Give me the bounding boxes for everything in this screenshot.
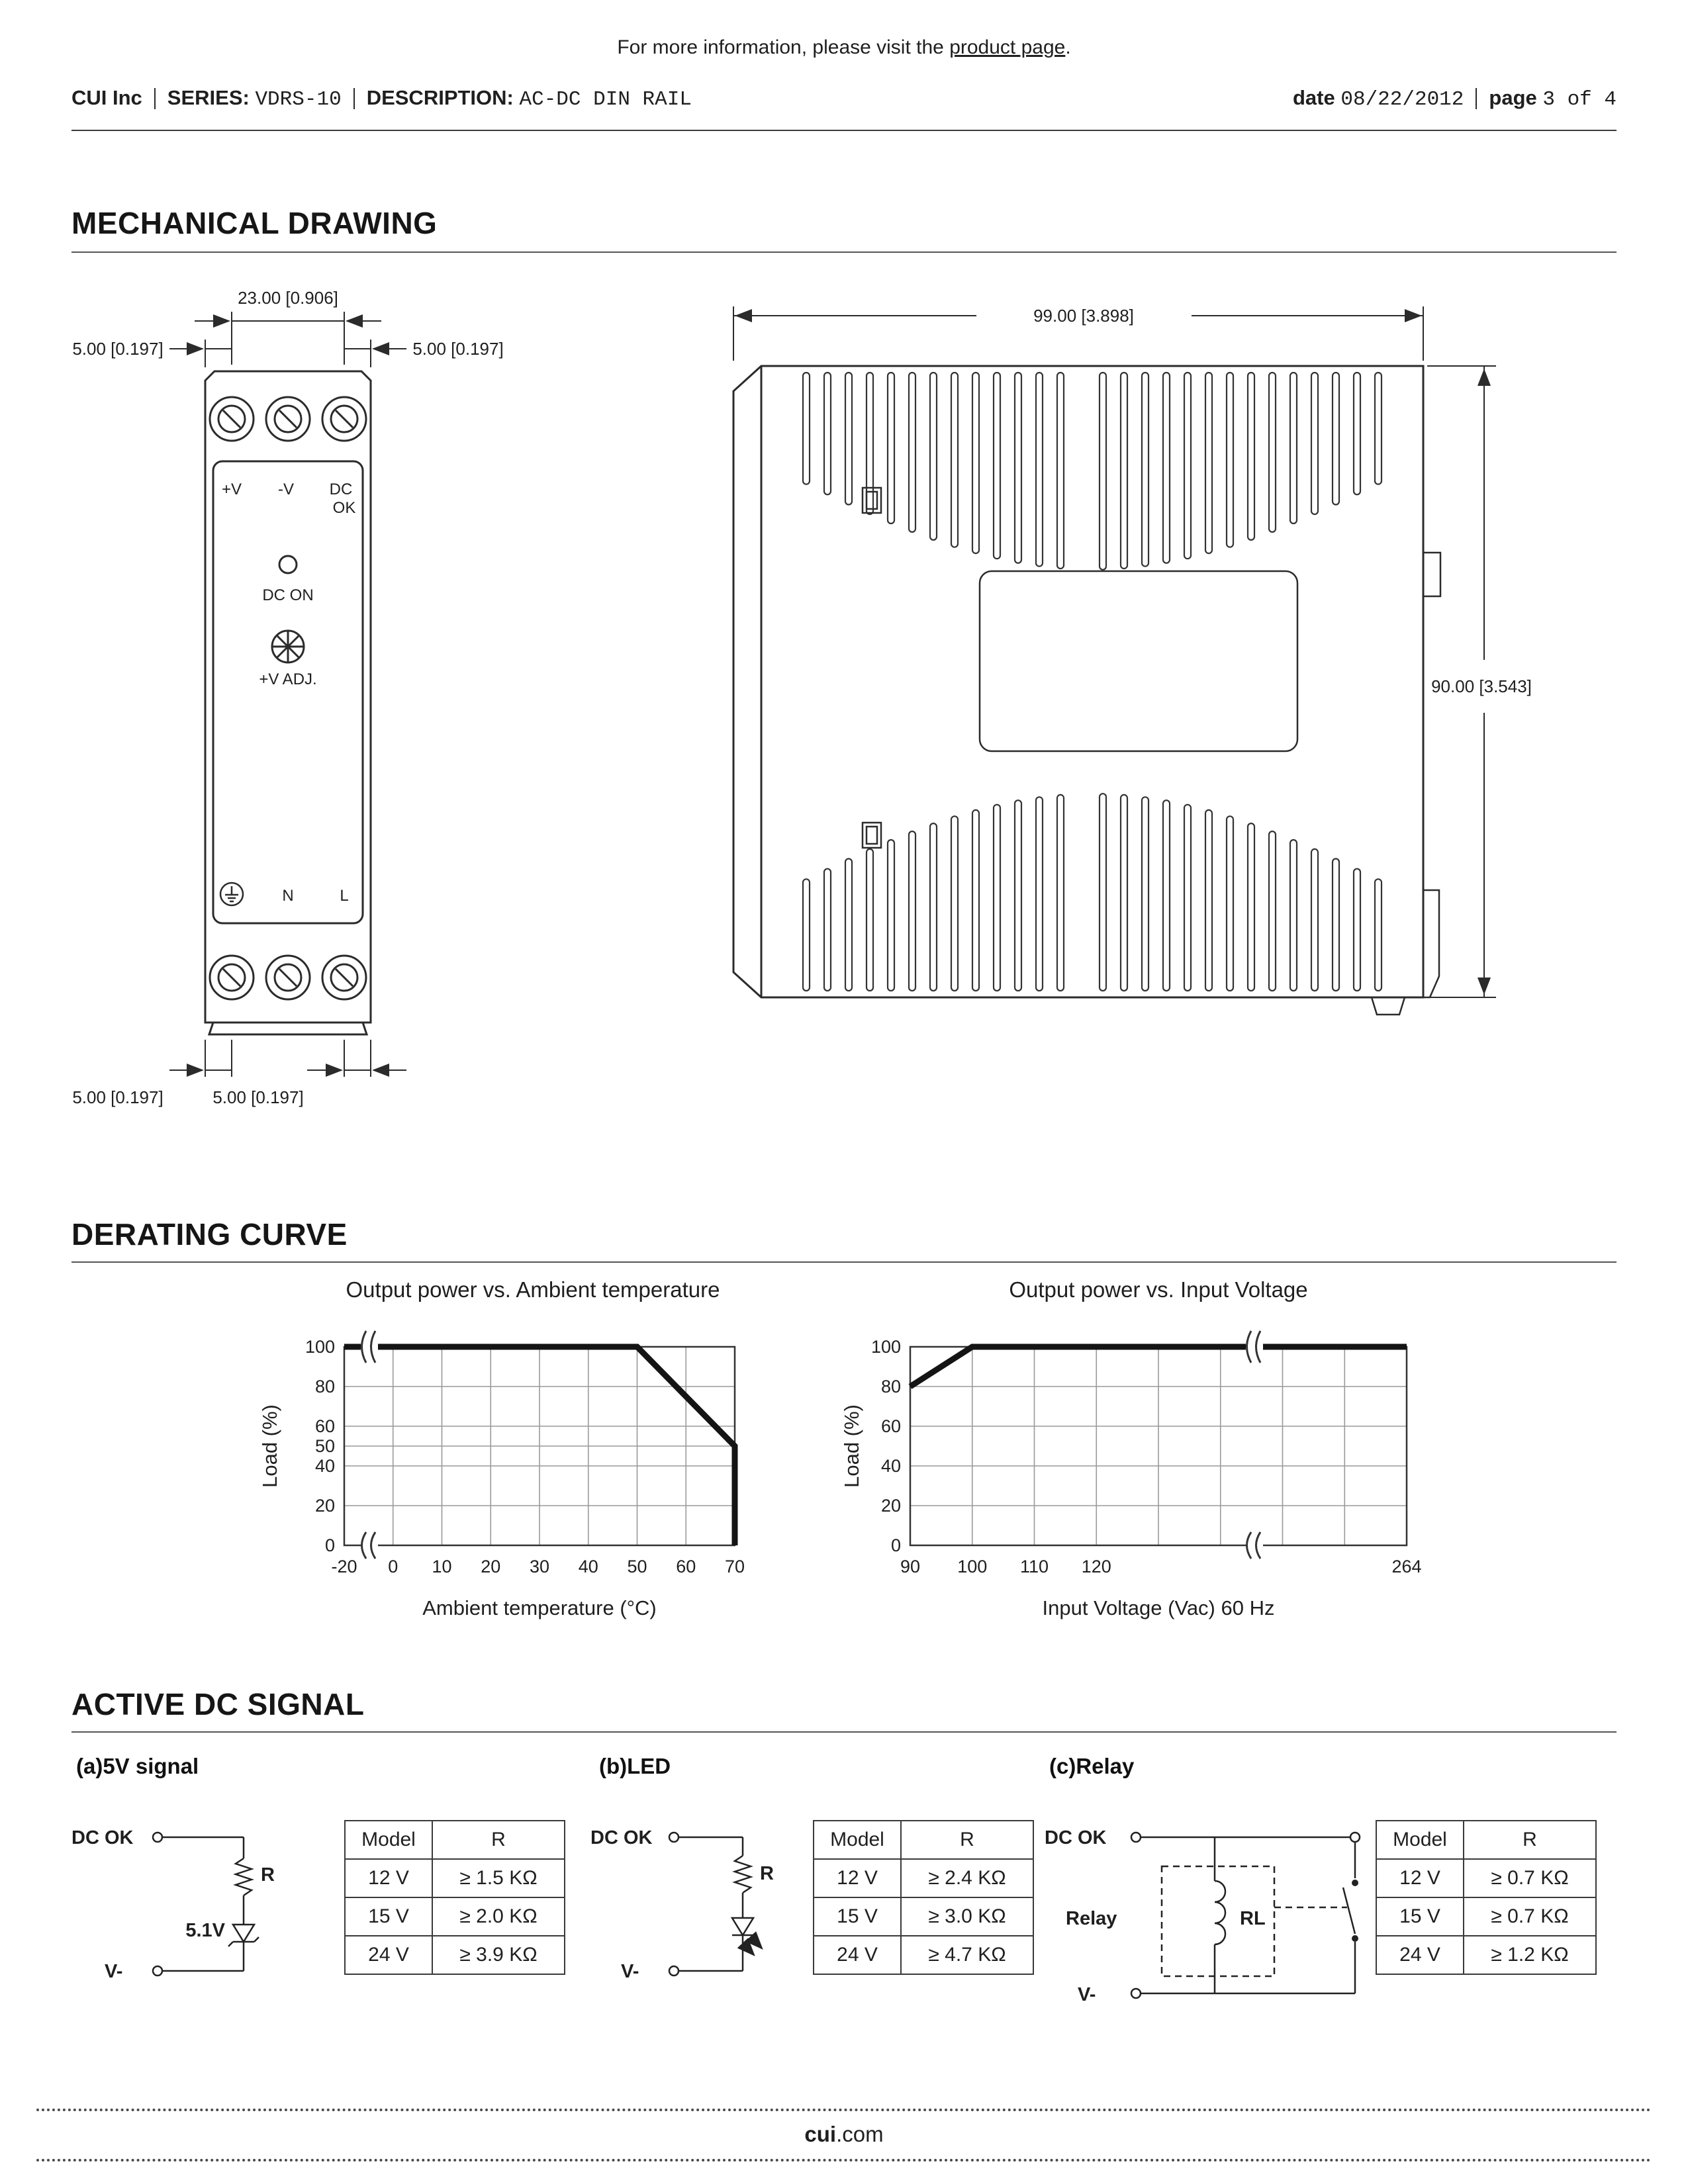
chart2-title: Output power vs. Input Voltage [1009,1277,1308,1302]
neutral-terminal-label: N [282,887,294,905]
x-tick-label: 70 [724,1557,745,1576]
page-label: page [1489,86,1537,109]
table-row [1376,1859,1596,1897]
r-cell: ≥ 2.0 KΩ [432,1897,565,1936]
chart1-x-axis-label: Ambient temperature (°C) [422,1596,657,1619]
r-header: R [432,1821,565,1859]
front-body-outline [205,371,371,1034]
5v-circuit-wiring [153,1833,259,1976]
x-tick-label: -20 [331,1557,357,1576]
switch-blade-icon [1343,1888,1355,1934]
top-note-text: For more information, please visit the [617,36,950,58]
dc-ok-label: DC OK [1045,1827,1107,1848]
y-tick-label: 60 [880,1416,901,1436]
y-tick-label: 0 [890,1535,901,1555]
front-bottom-terminals [210,956,366,999]
table-header-row [345,1821,565,1859]
v-minus-label: V- [621,1961,639,1982]
table-header-row [1376,1821,1596,1859]
x-tick-label: 10 [432,1557,452,1576]
section-title-mechanical: MECHANICAL DRAWING [71,206,438,240]
terminal-label-minus-v: -V [278,480,294,498]
signal-a-table [344,1820,565,1975]
chart1-axis-break-marks [361,1331,378,1559]
model-cell: 15 V [345,1897,432,1936]
circuit-led [589,1795,808,2023]
y-tick-label: 40 [314,1456,335,1476]
section-divider [71,251,1617,253]
signal-b-label: (b)LED [599,1754,671,1778]
dc-on-label: DC ON [262,586,314,604]
resistor-icon [735,1856,751,1893]
table-row [345,1897,565,1936]
chart1-y-axis-label: Load (%) [258,1404,281,1488]
series-value: VDRS-10 [255,88,342,111]
model-cell: 12 V [814,1859,901,1897]
description-value: AC-DC DIN RAIL [519,88,692,111]
footer-divider-bottom [36,2159,1652,2161]
y-tick-label: 20 [880,1496,901,1516]
chart2-gridlines [910,1347,1407,1545]
separator [154,88,156,109]
side-body-outline [733,366,1423,997]
table-header-row [814,1821,1033,1859]
front-bottom-dimension-lines [169,1040,406,1077]
table-row [814,1936,1033,1974]
r-cell: ≥ 4.7 KΩ [901,1936,1033,1974]
relay-label: Relay [1066,1908,1117,1929]
section-title-active-dc: ACTIVE DC SIGNAL [71,1687,365,1721]
separator [1476,88,1477,109]
product-page-link[interactable]: product page [949,36,1066,58]
header-right [1293,85,1617,113]
signal-c-table [1376,1820,1597,1975]
mechanical-front-view [40,268,530,1122]
table-row [1376,1936,1596,1974]
date-value: 08/22/2012 [1340,88,1464,111]
side-height-dimension: 90.00 [3.543] [1431,676,1532,696]
footer-logo [0,2122,1688,2147]
side-bottom-vents [803,794,1382,991]
model-cell: 15 V [814,1897,901,1936]
footer-divider [36,2109,1652,2111]
table-row [814,1897,1033,1936]
x-tick-label: 90 [900,1557,921,1576]
chart-output-vs-voltage [831,1271,1466,1641]
series-label: SERIES: [167,86,250,109]
x-tick-label: 264 [1391,1557,1422,1576]
x-tick-label: 60 [676,1557,696,1576]
chart1-gridlines [344,1347,735,1545]
signal-b-table [813,1820,1034,1975]
front-top-right-dimension: 5.00 [0.197] [412,339,504,359]
resistor-label: R [760,1863,774,1884]
footer-brand: cui [804,2122,837,2146]
model-cell: 24 V [1376,1936,1464,1974]
r-cell: ≥ 1.2 KΩ [1464,1936,1596,1974]
r-header: R [1464,1821,1596,1859]
table-row [814,1859,1033,1897]
header-left [71,85,692,113]
y-tick-label: 20 [314,1496,335,1516]
model-cell: 12 V [1376,1859,1464,1897]
terminal-label-dc: DC [329,480,353,498]
section-divider [71,1261,1617,1263]
terminal-label-plus-v: +V [221,480,242,498]
resistor-label: R [261,1864,275,1886]
date-label: date [1292,86,1335,109]
chart2-x-axis-label: Input Voltage (Vac) 60 Hz [1042,1596,1275,1619]
company-name: CUI Inc [71,86,142,109]
x-tick-label: 50 [627,1557,647,1576]
description-label: DESCRIPTION: [366,86,514,109]
page-header [71,85,1617,113]
dc-ok-label: DC OK [71,1827,134,1848]
top-note [0,36,1688,59]
r-cell: ≥ 0.7 KΩ [1464,1897,1596,1936]
front-top-left-dimension: 5.00 [0.197] [72,339,164,359]
top-note-period: . [1065,36,1071,58]
zener-diode-icon [233,1925,254,1942]
model-cell: 12 V [345,1859,432,1897]
separator [353,88,355,109]
model-cell: 24 V [345,1936,432,1974]
y-tick-label: 40 [880,1456,901,1476]
page-number: 3 of 4 [1542,88,1617,111]
v-minus-label: V- [105,1961,123,1982]
r-header: R [901,1821,1033,1859]
chart2-axis-break-marks [1246,1331,1263,1559]
y-tick-label: 80 [880,1377,901,1396]
circuit-relay [1039,1795,1383,2023]
side-width-dimension: 99.00 [3.898] [1033,306,1134,326]
chart1-title: Output power vs. Ambient temperature [346,1277,720,1302]
circuit-5v-signal [66,1795,351,2023]
table-row [1376,1897,1596,1936]
x-tick-label: 20 [481,1557,501,1576]
front-bottom-left-dimension: 5.00 [0.197] [72,1087,164,1107]
r-cell: ≥ 3.9 KΩ [432,1936,565,1974]
x-tick-label: 40 [578,1557,598,1576]
model-cell: 24 V [814,1936,901,1974]
v-minus-label: V- [1078,1984,1096,2005]
model-header: Model [814,1821,901,1859]
y-tick-label: 80 [314,1377,335,1396]
r-cell: ≥ 1.5 KΩ [432,1859,565,1897]
x-tick-label: 120 [1081,1557,1111,1576]
ground-symbol-icon [220,883,243,905]
chart2-y-axis-label: Load (%) [840,1404,863,1488]
led-circuit-wiring [669,1833,762,1976]
chart-output-vs-temperature [218,1271,788,1641]
x-tick-label: 110 [1019,1557,1049,1576]
header-divider [71,130,1617,131]
r-cell: ≥ 2.4 KΩ [901,1859,1033,1897]
front-top-dimension-lines [169,312,406,367]
y-tick-label: 60 [314,1416,335,1436]
model-cell: 15 V [1376,1897,1464,1936]
front-top-terminals [210,397,366,441]
rl-coil-label: RL [1240,1908,1266,1929]
front-width-dimension: 23.00 [0.906] [238,288,338,308]
signal-a-label: (a)5V signal [76,1754,199,1778]
v-adj-label: +V ADJ. [259,670,317,688]
dc-ok-label: DC OK [590,1827,653,1848]
r-cell: ≥ 3.0 KΩ [901,1897,1033,1936]
side-top-vents [803,373,1382,570]
footer-domain: .com [836,2122,884,2146]
dc-on-led [279,556,297,573]
relay-coil-icon [1215,1881,1225,1944]
r-cell: ≥ 0.7 KΩ [1464,1859,1596,1897]
line-terminal-label: L [340,887,349,905]
signal-c-label: (c)Relay [1049,1754,1135,1778]
x-tick-label: 30 [529,1557,550,1576]
model-header: Model [1376,1821,1464,1859]
v-adj-potentiometer [272,631,304,662]
y-tick-label: 0 [324,1535,335,1555]
mechanical-side-view [695,268,1542,1122]
y-tick-label: 100 [870,1337,901,1357]
table-row [345,1936,565,1974]
resistor-icon [236,1858,252,1895]
front-bottom-right-dimension: 5.00 [0.197] [212,1087,304,1107]
model-header: Model [345,1821,432,1859]
terminal-label-ok: OK [332,499,356,517]
y-tick-label: 100 [305,1337,335,1357]
led-diode-icon [732,1918,753,1935]
section-divider [71,1731,1617,1733]
table-row [345,1859,565,1897]
x-tick-label: 0 [388,1557,399,1576]
section-title-derating: DERATING CURVE [71,1217,348,1251]
zener-voltage-label: 5.1V [185,1920,225,1941]
y-tick-label: 50 [314,1436,335,1456]
x-tick-label: 100 [957,1557,988,1576]
